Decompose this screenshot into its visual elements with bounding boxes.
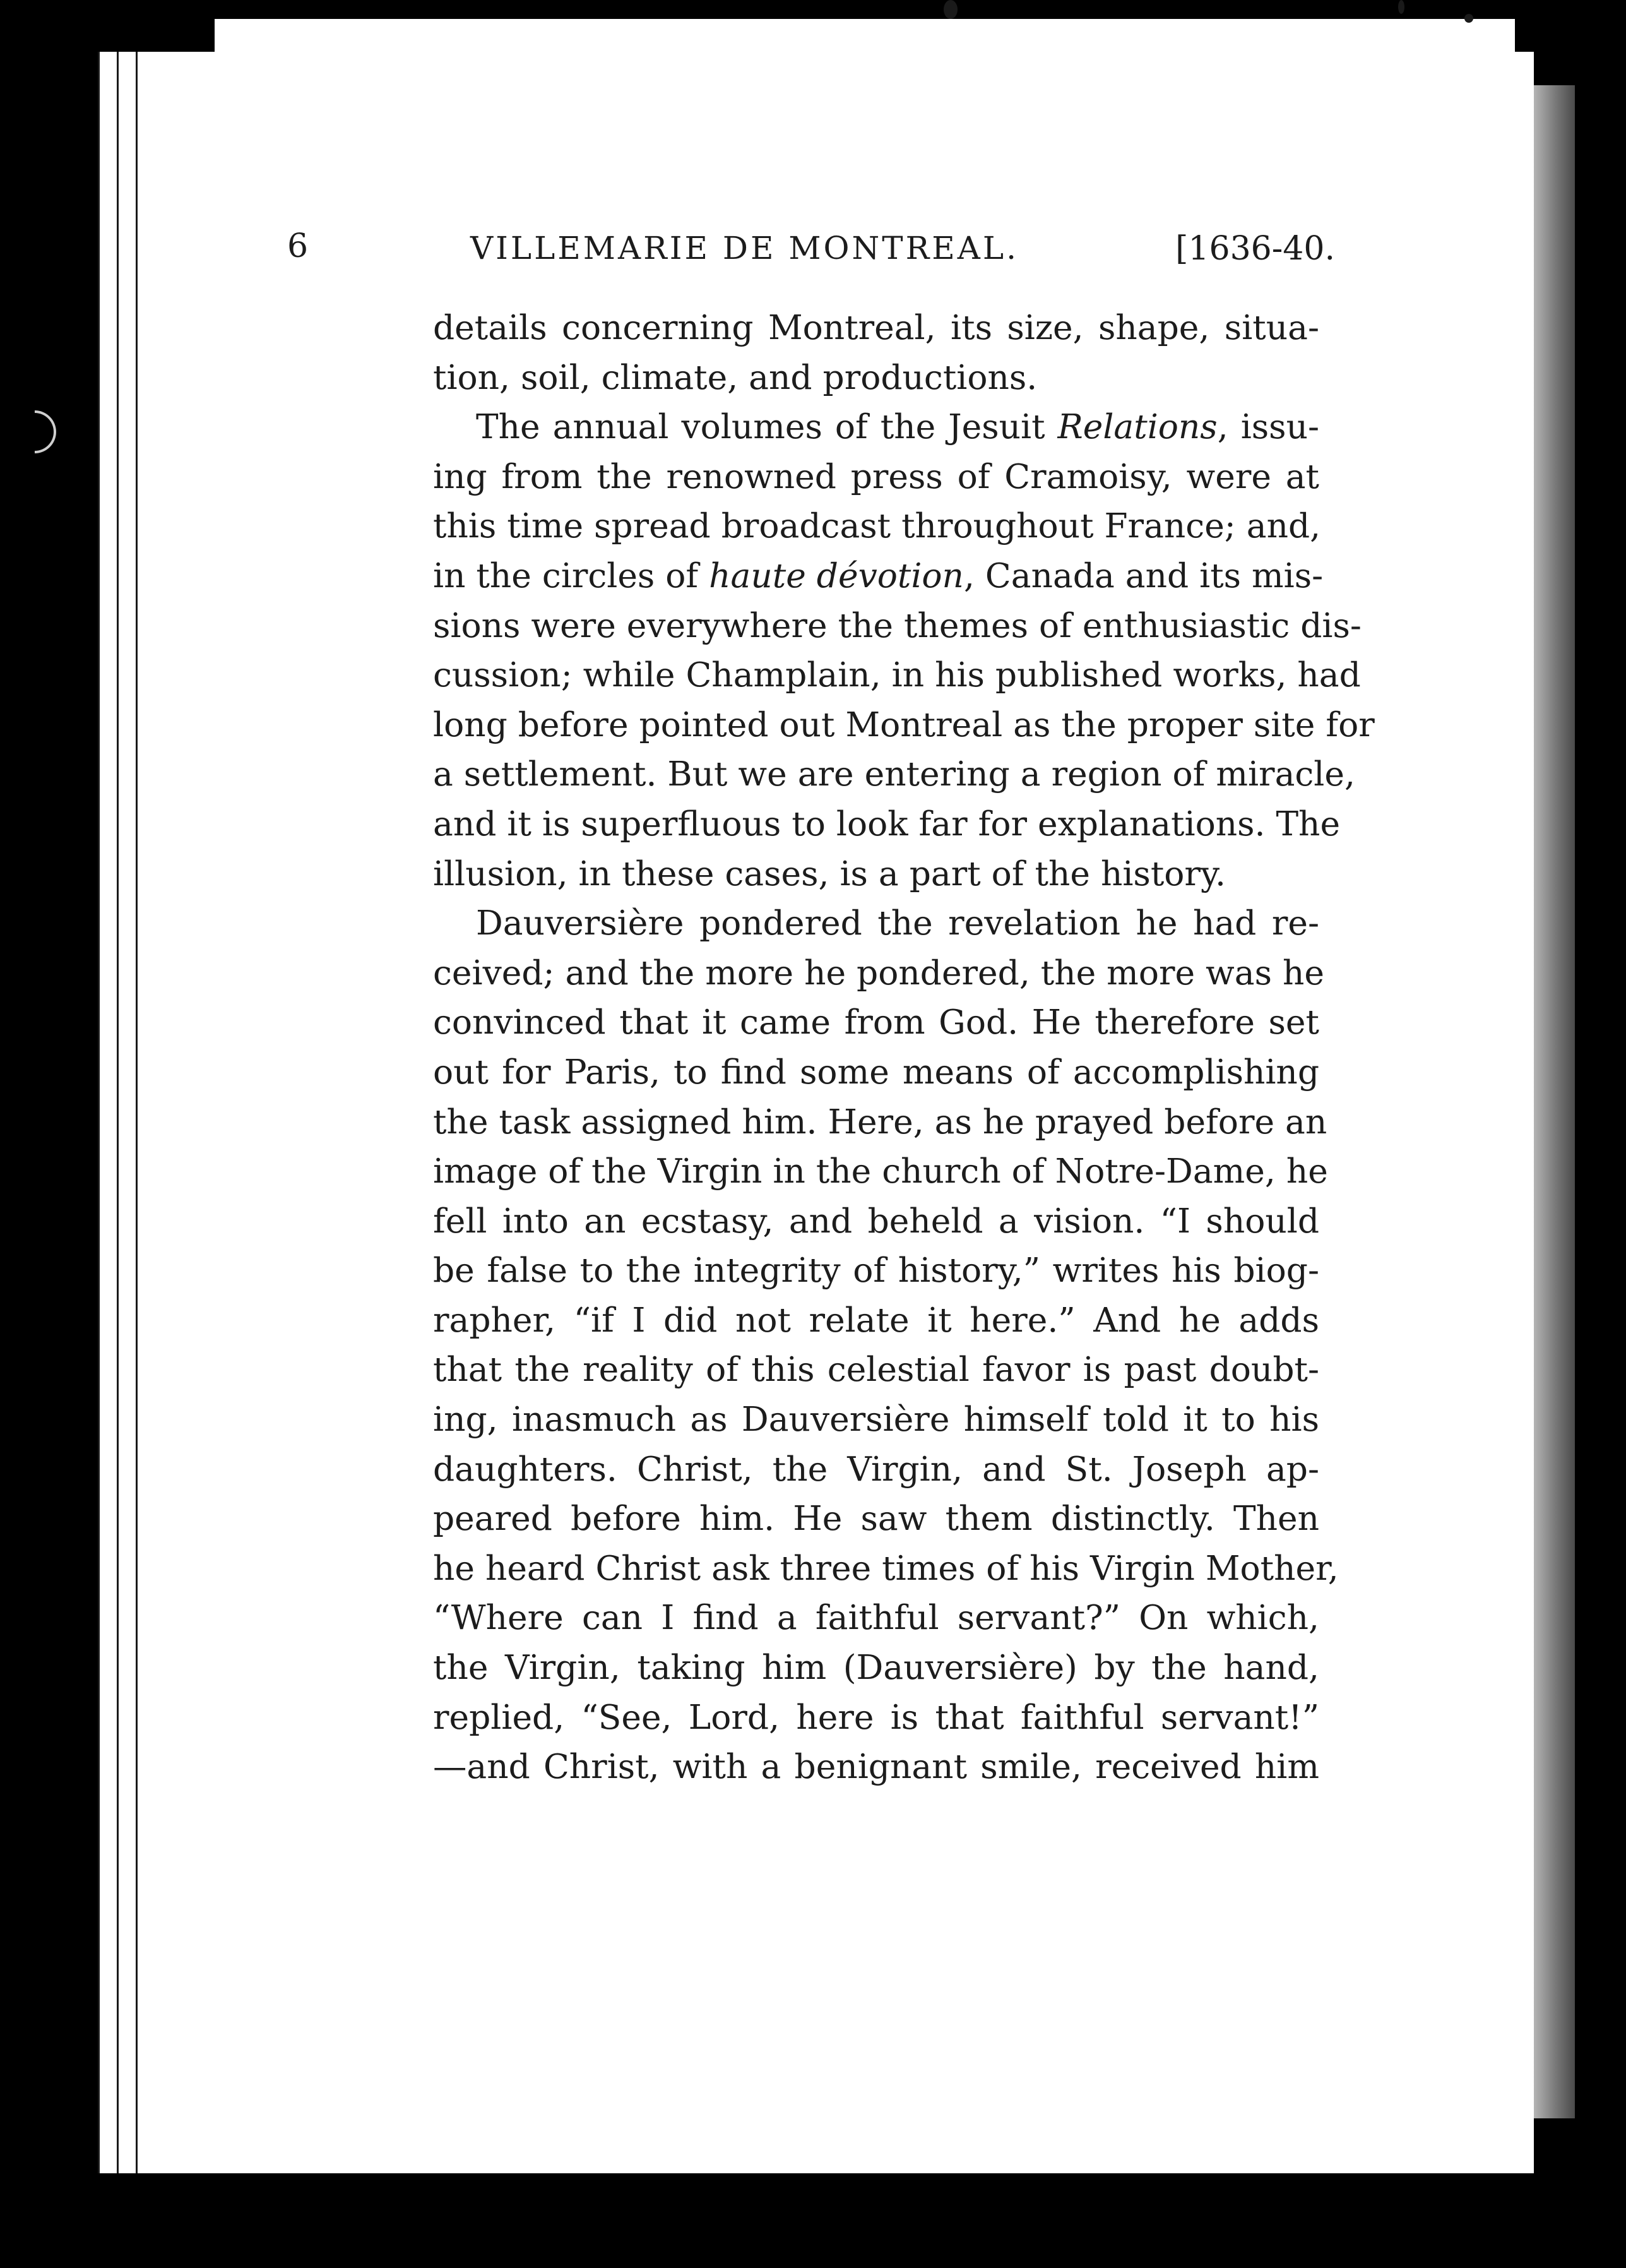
- date-range: [1636-40.: [1175, 230, 1335, 268]
- text-line: and it is superfluous to look far for explanations. The: [433, 803, 1341, 844]
- ink-speck: [1398, 0, 1404, 14]
- text-line: illusion, in these cases, is a part of the history.: [433, 853, 1226, 893]
- text-line: that the reality of this celestial favor is past doubt-: [433, 1349, 1319, 1390]
- page-top-strip: [215, 19, 1515, 57]
- text-line: ing from the renowned press of Cramoisy, were at: [433, 456, 1319, 496]
- text-line: in the circles of haute dévotion, Canada and its mis-: [433, 555, 1324, 595]
- text-line: —and Christ, with a benignant smile, received him: [433, 1746, 1319, 1787]
- text-line: replied, “See, Lord, here is that faithful servant!”: [433, 1697, 1319, 1737]
- text-line: image of the Virgin in the church of Notre-Dame, he: [433, 1151, 1328, 1191]
- text-line: be false to the integrity of history,” writes his biog-: [433, 1250, 1319, 1291]
- text-line: peared before him. He saw them distinctly. Then: [433, 1498, 1319, 1539]
- text-line: out for Paris, to find some means of accomplishing: [433, 1051, 1319, 1092]
- ink-speck: [944, 0, 958, 19]
- running-header: [287, 227, 1335, 284]
- ink-speck: [1464, 14, 1473, 23]
- text-line: daughters. Christ, the Virgin, and St. Joseph ap-: [433, 1448, 1319, 1489]
- text-line: details concerning Montreal, its size, shape, situa-: [433, 307, 1319, 347]
- text-line: the Virgin, taking him (Dauversière) by the hand,: [433, 1647, 1319, 1688]
- text-line: the task assigned him. Here, as he prayed before an: [433, 1101, 1327, 1142]
- text-line: sions were everywhere the themes of enthusiastic dis-: [433, 605, 1362, 645]
- text-line: Dauversière pondered the revelation he had re-: [476, 903, 1319, 943]
- text-line: tion, soil, climate, and productions.: [433, 357, 1038, 397]
- text-line: cussion; while Champlain, in his published works, had: [433, 655, 1361, 695]
- text-line: a settlement. But we are entering a region of miracle,: [433, 754, 1355, 794]
- text-line: The annual volumes of the Jesuit Relations, issu-: [476, 407, 1319, 447]
- text-line: he heard Christ ask three times of his Virgin Mother,: [433, 1548, 1339, 1588]
- text-line: ceived; and the more he pondered, the more was he: [433, 952, 1324, 993]
- text-line: convinced that it came from God. He therefore set: [433, 1002, 1319, 1042]
- text-line: long before pointed out Montreal as the proper site for: [433, 704, 1375, 744]
- text-line: this time spread broadcast throughout France; and,: [433, 506, 1321, 546]
- page-number: 6: [287, 227, 309, 265]
- text-line: fell into an ecstasy, and beheld a vision. “I should: [433, 1200, 1319, 1241]
- text-line: ing, inasmuch as Dauversière himself told it to his: [433, 1399, 1319, 1440]
- binding-shadow: [1531, 85, 1575, 2118]
- running-title: VILLEMARIE DE MONTREAL.: [470, 230, 1019, 266]
- text-line: rapher, “if I did not relate it here.” And he adds: [433, 1299, 1319, 1340]
- body-text: [433, 303, 1375, 1792]
- text-line: “Where can I find a faithful servant?” On which,: [433, 1597, 1319, 1638]
